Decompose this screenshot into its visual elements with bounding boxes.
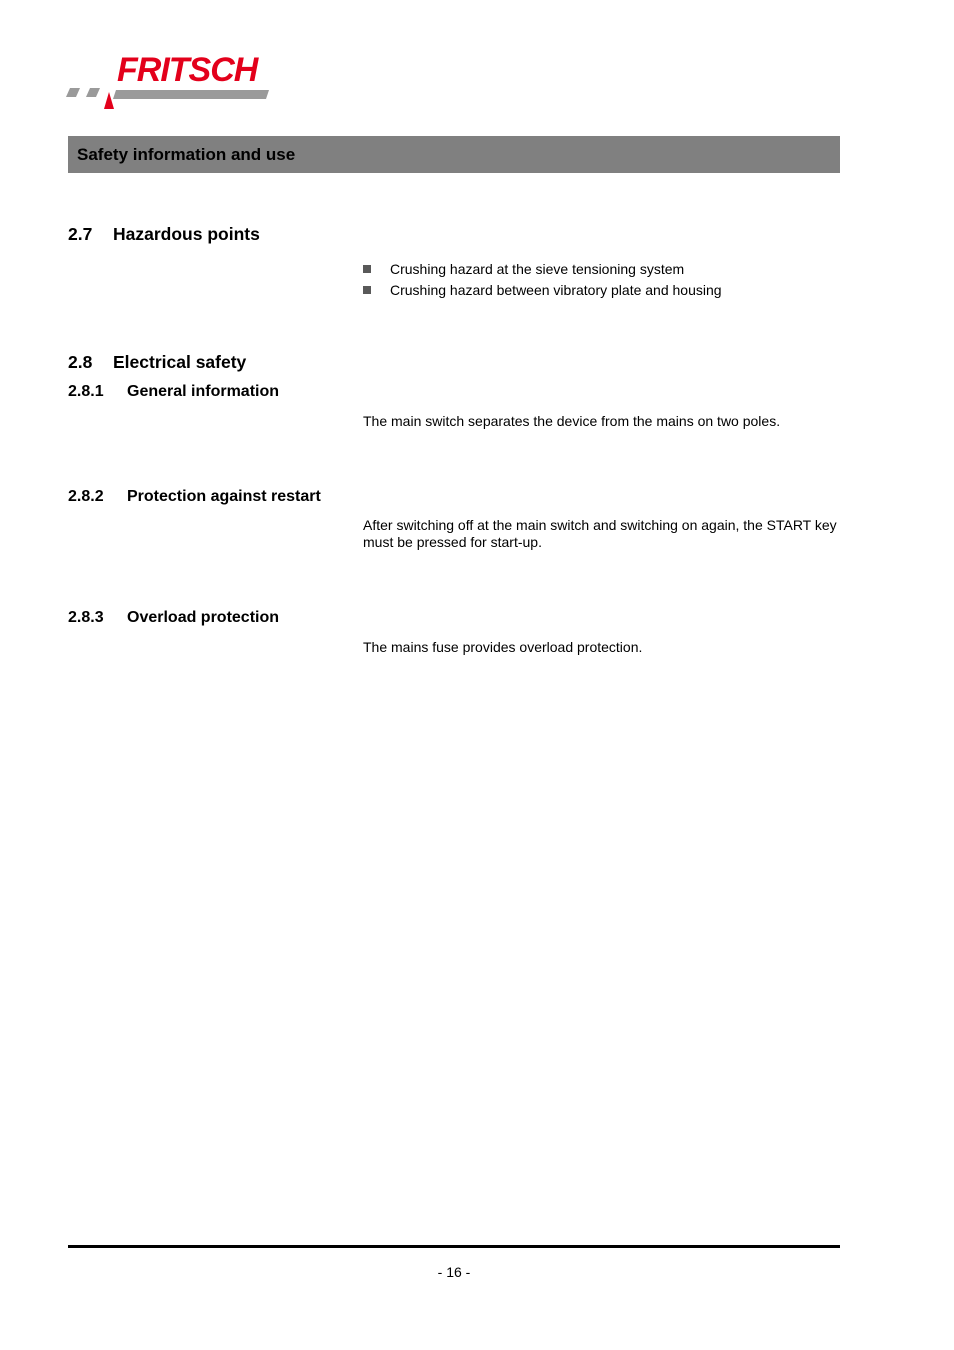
page-number: - 16 - bbox=[437, 1264, 471, 1280]
restart-protection-text: After switching off at the main switch and switching on again, the START key must be pressed for start-up. bbox=[363, 517, 837, 550]
heading-protection-against-restart bbox=[68, 488, 321, 506]
heading-number: 2.8.2 bbox=[68, 488, 104, 505]
list-item bbox=[363, 279, 722, 300]
list-item-text: Crushing hazard between vibratory plate and housing bbox=[390, 281, 722, 298]
heading-overload-protection bbox=[68, 609, 279, 627]
heading-number: 2.7 bbox=[68, 224, 93, 244]
heading-electrical-safety bbox=[68, 352, 246, 373]
fritsch-logo-graphic bbox=[66, 50, 286, 112]
section-banner bbox=[68, 136, 840, 173]
heading-general-information bbox=[68, 383, 279, 401]
section-banner-title: Safety information and use bbox=[77, 144, 296, 164]
heading-title: Hazardous points bbox=[113, 224, 260, 244]
heading-hazardous-points bbox=[68, 224, 260, 245]
hazard-list bbox=[363, 258, 722, 300]
fritsch-logo bbox=[66, 50, 286, 112]
heading-number: 2.8 bbox=[68, 352, 93, 372]
heading-title: Protection against restart bbox=[127, 488, 321, 505]
overload-protection-text: The mains fuse provides overload protection. bbox=[363, 639, 643, 655]
heading-number: 2.8.1 bbox=[68, 383, 104, 400]
heading-title: Electrical safety bbox=[113, 352, 247, 372]
heading-number: 2.8.3 bbox=[68, 609, 104, 626]
general-information-text: The main switch separates the device from the mains on two poles. bbox=[363, 413, 781, 429]
footer-divider bbox=[68, 1245, 840, 1248]
square-bullet-icon bbox=[363, 286, 371, 294]
heading-title: Overload protection bbox=[127, 609, 280, 626]
svg-text:FRITSCH: FRITSCH bbox=[117, 51, 258, 89]
heading-title: General information bbox=[127, 383, 280, 400]
list-item-text: Crushing hazard at the sieve tensioning system bbox=[390, 260, 685, 277]
list-item bbox=[363, 258, 722, 279]
square-bullet-icon bbox=[363, 265, 371, 273]
